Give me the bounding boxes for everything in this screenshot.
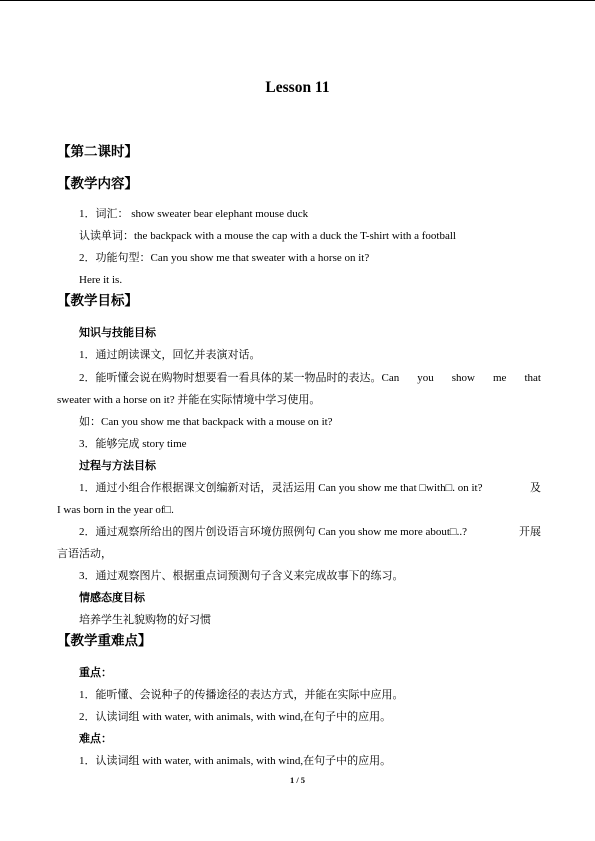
key-point-2: 2．认读词组 with water, with animals, with wind,在句子中的应用。 — [79, 711, 392, 723]
page-title: Lesson 11 — [265, 79, 330, 96]
difficulty-1: 1．认读词组 with water, with animals, with wind,在句子中的应用。 — [79, 755, 392, 767]
goal-k2-part: you — [417, 372, 434, 384]
goal-a1: 培养学生礼貌购物的好习惯 — [79, 614, 211, 626]
attitude-goals-title: 情感态度目标 — [79, 591, 145, 604]
read-words-line: 认读单词：the backpack with a mouse the cap with a duck the T-shirt with a football — [79, 230, 456, 242]
goal-k2-continued: sweater with a horse on it? 并能在实际情境中学习使用。 — [57, 394, 321, 406]
goal-k1: 1．通过朗读课文，回忆并表演对话。 — [79, 349, 261, 361]
difficulty-title: 难点： — [79, 732, 112, 745]
goal-k2-part: 2．能听懂会说在购物时想要看一看具体的某一物品时的表达。Can — [79, 372, 400, 384]
goal-p3: 3．通过观察图片、根据重点词预测句子含义来完成故事下的练习。 — [79, 570, 404, 582]
section-heading-goals: 【教学目标】 — [57, 293, 138, 309]
goal-p2-part: 2．通过观察所给出的图片创设语言环境仿照例句 Can you show me more about□..? — [79, 526, 467, 538]
goal-p1-part: 1．通过小组合作根据课文创编新对话，灵活运用 Can you show me that □with□. on it? — [79, 482, 483, 494]
key-point-1: 1．能听懂、会说种子的传播途径的表达方式，并能在实际中应用。 — [79, 689, 404, 701]
goal-p2-part: 开展 — [519, 526, 541, 538]
goal-k3: 3．能够完成 story time — [79, 438, 187, 450]
section-heading-keypoints: 【教学重难点】 — [57, 633, 152, 649]
here-it-is-line: Here it is. — [79, 274, 123, 286]
top-rule — [0, 0, 595, 1]
page-number: 1 / 5 — [289, 775, 306, 785]
section-heading-lesson-period: 【第二课时】 — [57, 144, 138, 160]
goal-k2-part: that — [524, 372, 541, 384]
goal-k2 — [79, 371, 541, 385]
key-points-title: 重点： — [79, 666, 112, 679]
goal-p1-continued: I was born in the year of□. — [57, 504, 174, 516]
goal-p2-continued: 言语活动， — [57, 548, 112, 560]
goal-k2-part: me — [493, 372, 507, 384]
goal-p2 — [79, 525, 541, 539]
goal-k2-part: show — [451, 372, 475, 384]
process-goals-title: 过程与方法目标 — [79, 459, 156, 472]
pattern-line: 2．功能句型：Can you show me that sweater with a horse on it? — [79, 252, 370, 264]
section-heading-content: 【教学内容】 — [57, 176, 138, 192]
goal-k2-example: 如：Can you show me that backpack with a mouse on it? — [79, 416, 333, 428]
goal-p1 — [79, 481, 541, 495]
goal-p1-part: 及 — [530, 482, 541, 494]
knowledge-goals-title: 知识与技能目标 — [79, 326, 156, 339]
vocab-line: 1．词汇： show sweater bear elephant mouse duck — [79, 208, 309, 220]
